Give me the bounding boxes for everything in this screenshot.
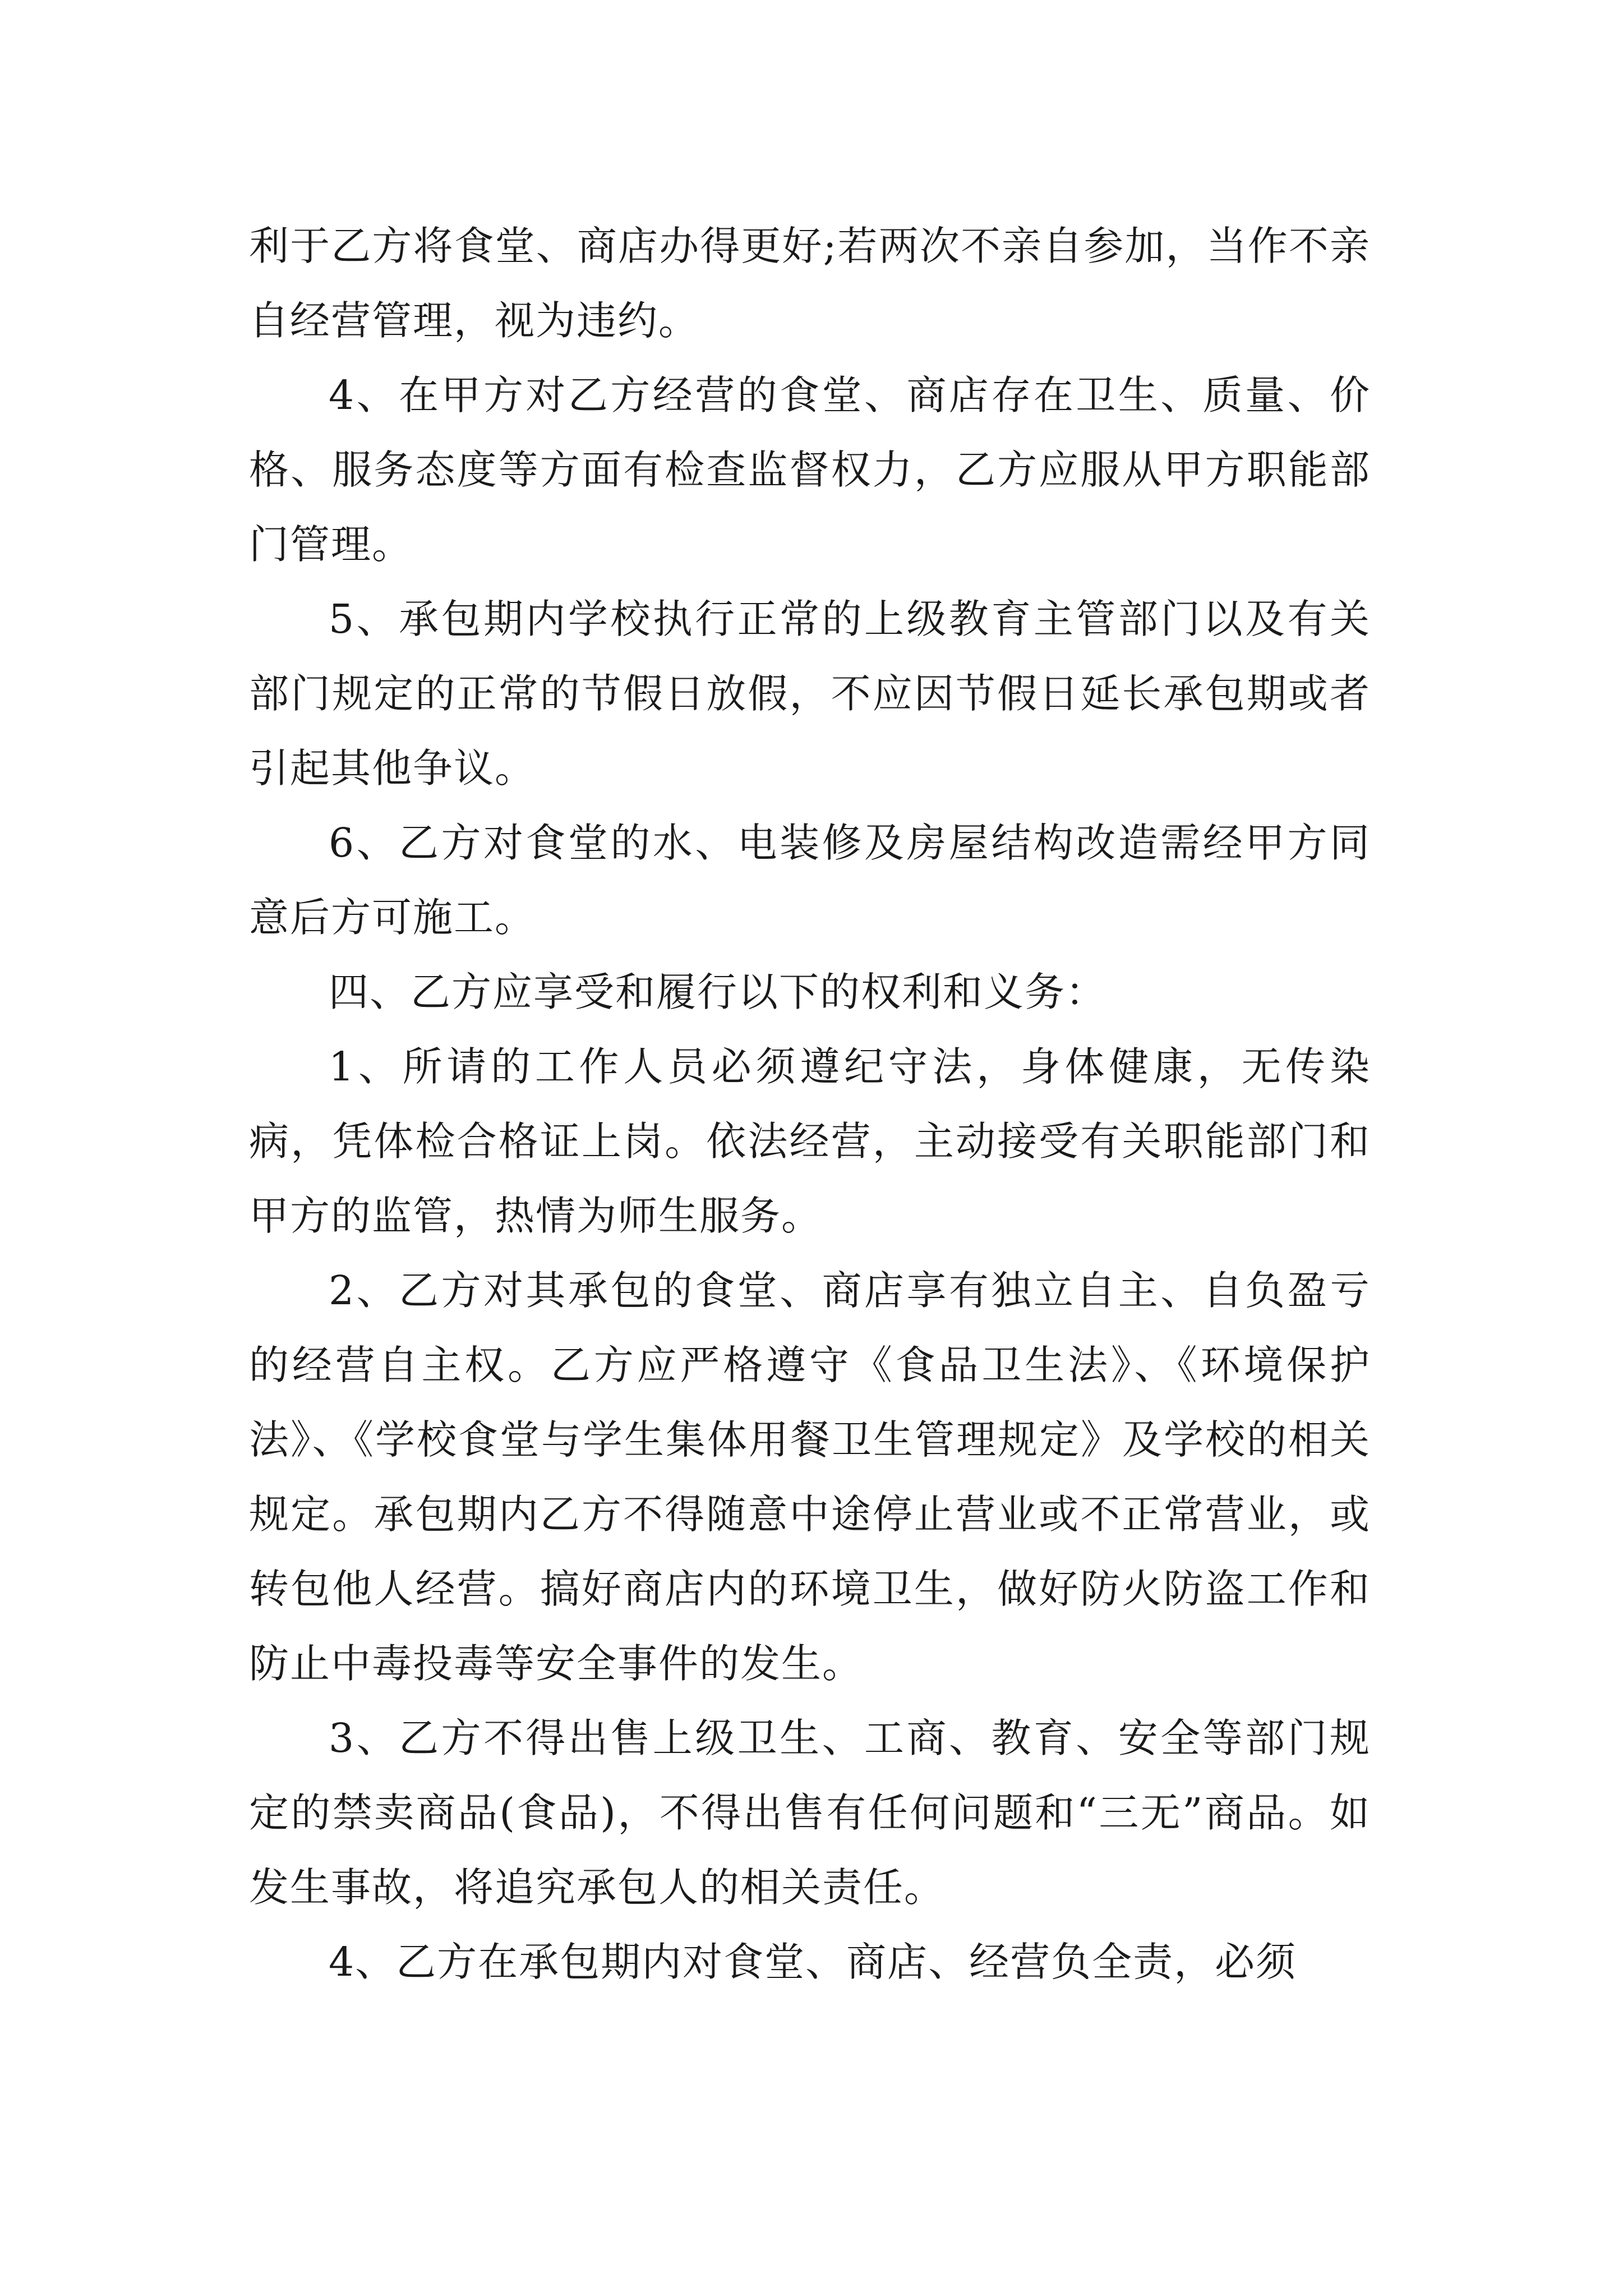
- section-heading-four: 四、乙方应享受和履行以下的权利和义务：: [329, 969, 1107, 1015]
- paragraph-item-5-holidays: 5、承包期内学校执行正常的上级教育主管部门以及有关部门规定的正常的节假日放假，不应因节假日延长承包期或者引起其他争议。: [249, 596, 1371, 792]
- paragraph-continuation: 利于乙方将食堂、商店办得更好;若两次不亲自参加，当作不亲自经营管理，视为违约。: [249, 223, 1371, 344]
- paragraph-item-4-supervision: 4、在甲方对乙方经营的食堂、商店存在卫生、质量、价格、服务态度等方面有检查监督权力，乙方应服从甲方职能部门管理。: [249, 372, 1371, 568]
- paragraph-item-2-autonomy: 2、乙方对其承包的食堂、商店享有独立自主、自负盈亏的经营自主权。乙方应严格遵守《食品卫生法》、《环境保护法》、《学校食堂与学生集体用餐卫生管理规定》及学校的相关规定。承包期内乙方不得随意中途停止营业或不正常营业，或转包他人经营。搞好商店内的环境卫生，做好防火防盗工作和防止中毒投毒等安全事件的发生。: [249, 1267, 1371, 1687]
- paragraph-item-3-prohibited-goods: 3、乙方不得出售上级卫生、工商、教育、安全等部门规定的禁卖商品(食品)，不得出售有任何问题和“三无”商品。如发生事故，将追究承包人的相关责任。: [249, 1715, 1371, 1911]
- paragraph-item-6-renovation: 6、乙方对食堂的水、电装修及房屋结构改造需经甲方同意后方可施工。: [249, 820, 1371, 941]
- paragraph-item-4-responsibility: 4、乙方在承包期内对食堂、商店、经营负全责，必须: [329, 1939, 1297, 1985]
- document-body: [249, 209, 1371, 1999]
- paragraph-item-1-staff: 1、所请的工作人员必须遵纪守法，身体健康，无传染病，凭体检合格证上岗。依法经营，主动接受有关职能部门和甲方的监管，热情为师生服务。: [249, 1043, 1371, 1239]
